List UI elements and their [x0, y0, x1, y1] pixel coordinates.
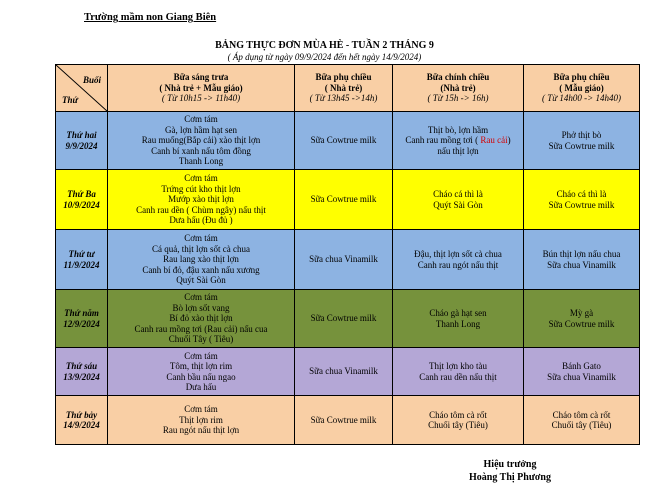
dinner-nt-cell: [393, 112, 524, 170]
snack-mg-cell: [524, 112, 640, 170]
dish-part: ): [507, 135, 511, 146]
main-meal-cell: [108, 290, 295, 348]
header-row: [56, 65, 640, 112]
main-meal-cell: [108, 396, 295, 445]
meal-time: ( Từ 14h00 -> 14h40): [542, 93, 621, 104]
dish: Chuối tây (Tiêu): [428, 420, 488, 430]
dish: Cơm tám: [184, 404, 218, 415]
snack-mg-cell: [524, 396, 640, 445]
table-row: [56, 112, 640, 170]
dish-part: Canh rau mồng tơi (: [405, 135, 479, 146]
dish: Bí đỏ xào thịt lợn: [169, 313, 233, 324]
meal-name: Bữa phụ chiều: [553, 72, 610, 83]
header-dinner-nt: [393, 65, 524, 112]
dish: Sữa Cowtrue milk: [310, 313, 377, 324]
snack-mg-cell: [524, 230, 640, 290]
day-cell: [56, 230, 108, 290]
dish: Cá quả, thịt lợn sốt cà chua: [152, 243, 250, 254]
meal-group: ( Nhà trẻ): [324, 82, 363, 93]
dish: Sữa chua Vinamilk: [547, 371, 616, 382]
day-date: 12/9/2024: [63, 318, 100, 329]
snack-nt-cell: [295, 348, 393, 396]
day-date: 13/9/2024: [63, 371, 100, 382]
dish: Sữa Cowtrue milk: [548, 199, 615, 210]
dish: Canh rau dền nấu thịt: [419, 371, 497, 382]
signature-role: Hiệu trưởng: [483, 459, 537, 470]
day-cell: [56, 290, 108, 348]
dish: Thịt lợn rim: [179, 414, 223, 425]
dish: Canh bí đỏ, đậu xanh nấu xương: [142, 264, 260, 275]
dish: Cháo tôm cà rốt: [552, 409, 611, 420]
dish: Quýt Sài Gòn: [433, 199, 483, 210]
meal-time: ( Từ 10h15 -> 11h40): [161, 93, 241, 104]
dinner-nt-cell: [393, 348, 524, 396]
snack-mg-cell: [524, 348, 640, 396]
dish: Thanh Long: [178, 156, 224, 167]
dish: Canh bí xanh nấu tôm đồng: [151, 145, 251, 156]
signature-block: [460, 458, 560, 484]
header-main-meal: [108, 65, 295, 112]
dish: Sữa Cowtrue milk: [310, 414, 377, 425]
table-row: [56, 170, 640, 230]
main-meal-cell: [108, 170, 295, 230]
meal-name: Bữa chính chiều: [426, 72, 490, 83]
snack-nt-cell: [295, 170, 393, 230]
dish: Cơm tám: [184, 173, 218, 184]
dish: Thịt bò, lợn hầm: [427, 124, 489, 135]
dish: nấu thịt lợn: [437, 145, 479, 156]
dish: Sữa Cowtrue milk: [548, 140, 615, 151]
meal-group: ( Nhà trẻ + Mẫu giáo): [159, 82, 243, 93]
day-name: Thứ hai: [66, 130, 97, 140]
day-cell: [56, 396, 108, 445]
day-name: Thứ tư: [68, 249, 95, 259]
day-name: Thứ sáu: [65, 361, 98, 371]
day-cell: [56, 348, 108, 396]
dish: Thịt lợn kho tàu: [428, 361, 487, 371]
menu-title: BẢNG THỰC ĐƠN MÙA HÈ - TUẦN 2 THÁNG 9: [215, 40, 434, 51]
dish: Chuối Tây ( Tiêu): [168, 334, 234, 345]
dish: Mỳ gà: [569, 308, 594, 318]
meal-group: ( Mẫu giáo): [559, 82, 604, 93]
dish: Canh rau dền ( Chùm ngây) nấu thịt: [136, 204, 266, 215]
school-name: Trường mầm non Giang Biên: [84, 12, 217, 23]
dish: Sữa chua Vinamilk: [309, 254, 378, 265]
dish: Mướp xào thịt lợn: [168, 194, 234, 205]
day-date: 11/9/2024: [63, 259, 100, 270]
dish: Rau muống(Bắp cải) xào thịt lợn: [141, 135, 261, 146]
dish: Quýt Sài Gòn: [176, 275, 226, 286]
dinner-nt-cell: [393, 396, 524, 445]
dish: Cơm tám: [184, 292, 218, 303]
table-row: [56, 396, 640, 445]
dish: Bò lợn sốt vang: [172, 302, 230, 313]
main-meal-cell: [108, 230, 295, 290]
menu-subtitle: ( Áp dụng từ ngày 09/9/2024 đến hết ngày 14/9/2024): [227, 52, 422, 62]
day-name: Thứ Ba: [67, 189, 96, 199]
meal-time: ( Từ 15h -> 16h): [427, 93, 489, 104]
corner-label-day: Thứ: [62, 94, 78, 105]
dish: Trứng cút kho thịt lợn: [161, 183, 241, 194]
dish: Rau lang xào thịt lợn: [163, 254, 239, 265]
meal-name: Bữa sáng trưa: [173, 72, 229, 83]
day-date: 14/9/2024: [63, 420, 100, 430]
snack-nt-cell: [295, 396, 393, 445]
dish: Cháo gà hạt sen: [429, 308, 487, 318]
table-row: [56, 230, 640, 290]
day-name: Thứ năm: [64, 308, 99, 318]
dish: Gà, lợn hầm hạt sen: [165, 124, 237, 135]
day-date: 9/9/2024: [65, 140, 98, 151]
dish: Dưa hấu: [185, 382, 217, 392]
snack-nt-cell: [295, 112, 393, 170]
dinner-nt-cell: [393, 170, 524, 230]
dish: Sữa chua Vinamilk: [547, 259, 616, 270]
dish-alternative: Rau cải: [480, 135, 508, 146]
menu-table: [55, 64, 640, 445]
snack-nt-cell: [295, 230, 393, 290]
dinner-nt-cell: [393, 290, 524, 348]
corner-cell: [56, 65, 108, 112]
dish: Sữa Cowtrue milk: [310, 135, 377, 146]
dish: Bánh Gato: [562, 361, 601, 371]
dish: Bún thịt lợn nấu chua: [542, 249, 621, 259]
dish: Canh rau ngót nấu thịt: [417, 259, 499, 270]
dish: Cháo cá thì là: [433, 189, 483, 199]
dish: Phở thịt bò: [561, 130, 602, 140]
dish: Chuối tây (Tiêu): [551, 420, 612, 430]
main-meal-cell: [108, 112, 295, 170]
dish: Cháo tôm cà rốt: [429, 409, 487, 420]
day-date: 10/9/2024: [63, 199, 100, 210]
header-snack-nt: [295, 65, 393, 112]
day-name: Thứ bảy: [65, 409, 98, 420]
dish: Thanh Long: [435, 318, 481, 329]
snack-mg-cell: [524, 170, 640, 230]
dish: Sữa Cowtrue milk: [548, 318, 615, 329]
dish: Cơm tám: [184, 233, 218, 244]
dish: Cơm tám: [184, 350, 218, 361]
table-row: [56, 290, 640, 348]
dish: [395, 135, 521, 146]
header-snack-mg: [524, 65, 640, 112]
dish: Sữa Cowtrue milk: [310, 194, 377, 205]
meal-name: Bữa phụ chiều: [315, 72, 372, 83]
dish: Cháo cá thì là: [556, 189, 607, 199]
meal-group: (Nhà trẻ): [440, 82, 476, 93]
snack-mg-cell: [524, 290, 640, 348]
corner-label-meal: Buổi: [82, 75, 101, 85]
dish: Đậu, thịt lợn sốt cà chua: [414, 249, 502, 259]
day-cell: [56, 170, 108, 230]
table-row: [56, 348, 640, 396]
dish: Dưa hấu (Đu đủ ): [169, 215, 233, 226]
snack-nt-cell: [295, 290, 393, 348]
dish: Sữa chua Vinamilk: [309, 366, 378, 377]
dinner-nt-cell: [393, 230, 524, 290]
dish: Cơm tám: [184, 114, 218, 125]
dish: Canh bầu nấu ngao: [166, 371, 236, 382]
dish: Tôm, thịt lợn rim: [169, 361, 233, 371]
day-cell: [56, 112, 108, 170]
meal-time: ( Từ 13h45 ->14h): [309, 93, 378, 104]
main-meal-cell: [108, 348, 295, 396]
dish: Canh rau mồng tơi (Rau cải) nấu cua: [134, 323, 268, 334]
dish: Rau ngót nấu thịt lợn: [162, 425, 240, 436]
signature-name: Hoàng Thị Phương: [469, 472, 551, 483]
